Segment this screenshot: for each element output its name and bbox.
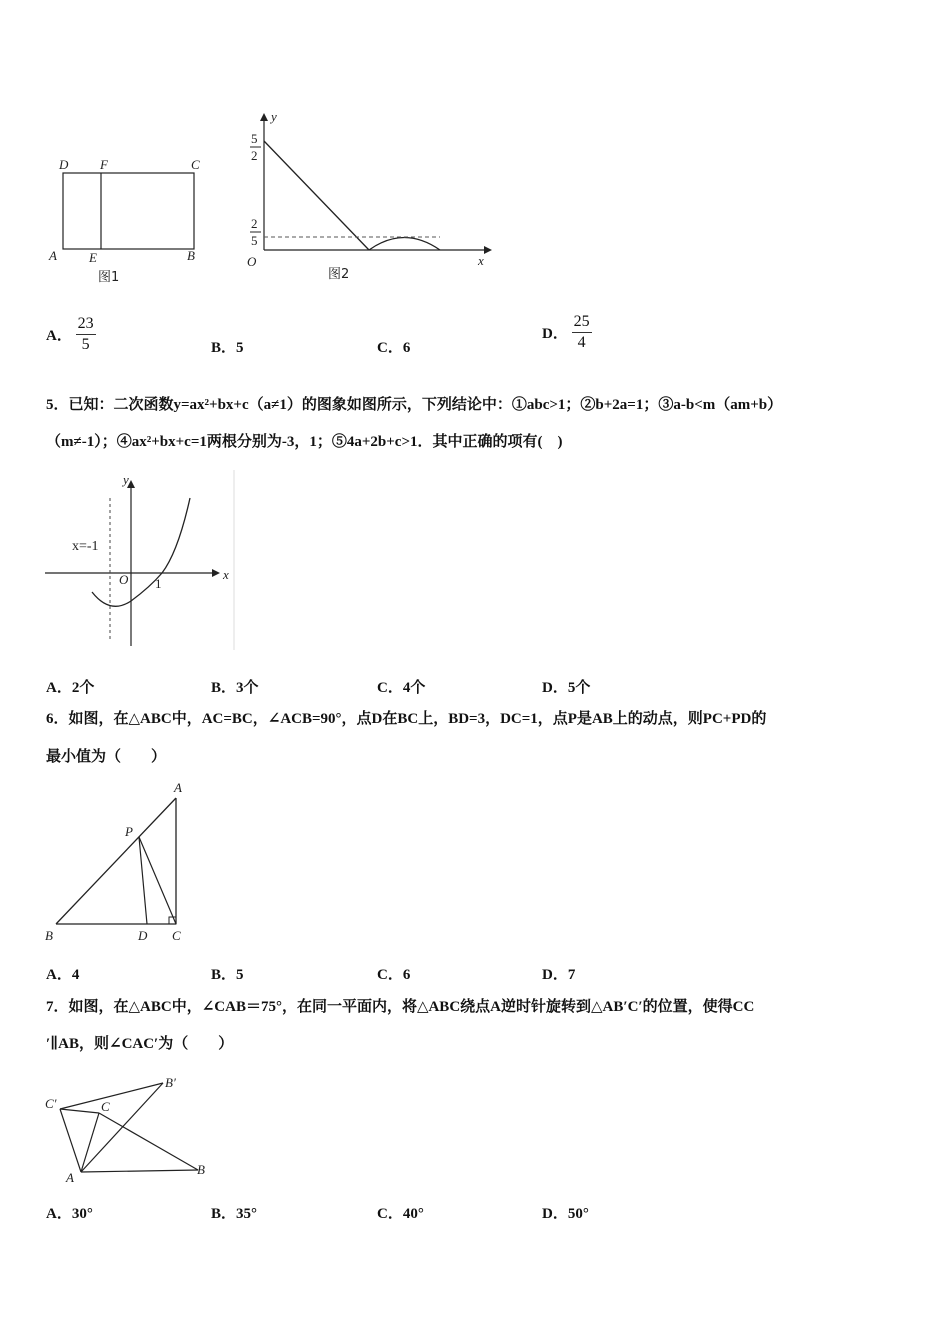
q7-fig-label-B: B xyxy=(197,1162,205,1177)
fig1-label-D: D xyxy=(59,157,69,172)
q4-option-c[interactable]: C．6 xyxy=(377,340,411,356)
q6-fig-label-C: C xyxy=(172,928,181,943)
q5-graph-label-O: O xyxy=(119,572,129,587)
q4-option-a-fraction xyxy=(76,314,96,355)
q4-option-b[interactable]: B．5 xyxy=(211,340,244,356)
fig1-caption: 图1 xyxy=(98,270,120,285)
fig2-tick-top-den: 2 xyxy=(251,148,258,163)
q6-fig-label-P: P xyxy=(125,824,133,839)
fig1-label-E: E xyxy=(89,250,97,265)
q4-option-a-num: 23 xyxy=(76,314,96,335)
q6-fig-label-A: A xyxy=(174,780,182,795)
q6-option-c[interactable]: C．6 xyxy=(377,967,411,983)
q7-option-c[interactable]: C．40° xyxy=(377,1206,424,1222)
q5-stem-line1: 5．已知：二次函数y=ax²+bx+c（a≠1）的图象如图所示，下列结论中：①abc>1；②b+2a=1；③a-b<m（am+b） xyxy=(46,397,783,413)
q5-graph-label-x: x xyxy=(223,567,229,582)
q4-option-a-label: A． xyxy=(46,328,72,344)
q4-option-d-num: 25 xyxy=(572,312,592,333)
q5-option-b[interactable]: B．3个 xyxy=(211,680,259,696)
q4-option-a[interactable] xyxy=(46,314,96,355)
q5-parabola-graph xyxy=(40,470,240,650)
q5-graph-axis-label: x=-1 xyxy=(72,539,99,554)
q6-option-d[interactable]: D．7 xyxy=(542,967,576,983)
q4-option-d[interactable] xyxy=(542,312,592,353)
q6-fig-label-D: D xyxy=(138,928,148,943)
q5-option-d[interactable]: D．5个 xyxy=(542,680,591,696)
fig2-label-x: x xyxy=(478,253,484,268)
q7-fig-label-B-prime: B′ xyxy=(165,1075,176,1090)
q4-option-d-fraction xyxy=(572,312,592,353)
fig1-label-F: F xyxy=(100,157,108,172)
fig2-tick-low-den: 5 xyxy=(251,233,258,248)
q5-graph-label-y: y xyxy=(123,472,129,487)
q6-stem-line2: 最小值为（ ） xyxy=(46,749,167,765)
q7-option-b[interactable]: B．35° xyxy=(211,1206,258,1222)
q6-triangle-figure xyxy=(40,775,200,945)
q5-option-c[interactable]: C．4个 xyxy=(377,680,426,696)
q7-fig-label-C-prime: C′ xyxy=(45,1096,57,1111)
q7-stem-line2: ′∥AB，则∠CAC′为（ ） xyxy=(46,1036,234,1052)
q5-stem-line2: （m≠-1）；④ax²+bx+c=1两根分别为-3，1；⑤4a+2b+c>1．其中正确的项有( ) xyxy=(46,434,563,450)
fig2-caption: 图2 xyxy=(328,267,350,280)
q4-option-d-den: 4 xyxy=(577,334,586,351)
q6-fig-label-B: B xyxy=(45,928,53,943)
fig2-tick-top-num: 5 xyxy=(251,131,258,146)
q7-rotation-figure xyxy=(40,1070,220,1185)
q4-figure-2 xyxy=(240,105,500,280)
q4-figure-1 xyxy=(40,150,220,290)
q4-option-d-label: D． xyxy=(542,326,568,342)
q7-fig-label-A: A xyxy=(66,1170,74,1185)
fig2-tick-low-num: 2 xyxy=(251,216,258,231)
q6-stem-line1: 6．如图，在△ABC中，AC=BC，∠ACB=90°，点D在BC上，BD=3，DC=1，点P是AB上的动点，则PC+PD的 xyxy=(46,711,767,727)
q7-fig-label-C: C xyxy=(101,1099,110,1114)
q5-graph-label-one: 1 xyxy=(155,576,162,591)
q7-option-d[interactable]: D．50° xyxy=(542,1206,589,1222)
q4-option-a-den: 5 xyxy=(81,336,90,353)
fig2-label-O: O xyxy=(247,254,257,269)
q7-stem-line1: 7．如图，在△ABC中，∠CAB＝75°，在同一平面内，将△ABC绕点A逆时针旋转到△AB′C′的位置，使得CC xyxy=(46,999,755,1015)
q6-option-a[interactable]: A．4 xyxy=(46,967,80,983)
fig1-label-A: A xyxy=(49,248,57,263)
q7-option-a[interactable]: A．30° xyxy=(46,1206,93,1222)
fig2-label-y: y xyxy=(271,109,277,124)
q5-option-a[interactable]: A．2个 xyxy=(46,680,95,696)
q6-option-b[interactable]: B．5 xyxy=(211,967,244,983)
fig1-label-B: B xyxy=(187,248,195,263)
fig1-label-C: C xyxy=(191,157,200,172)
